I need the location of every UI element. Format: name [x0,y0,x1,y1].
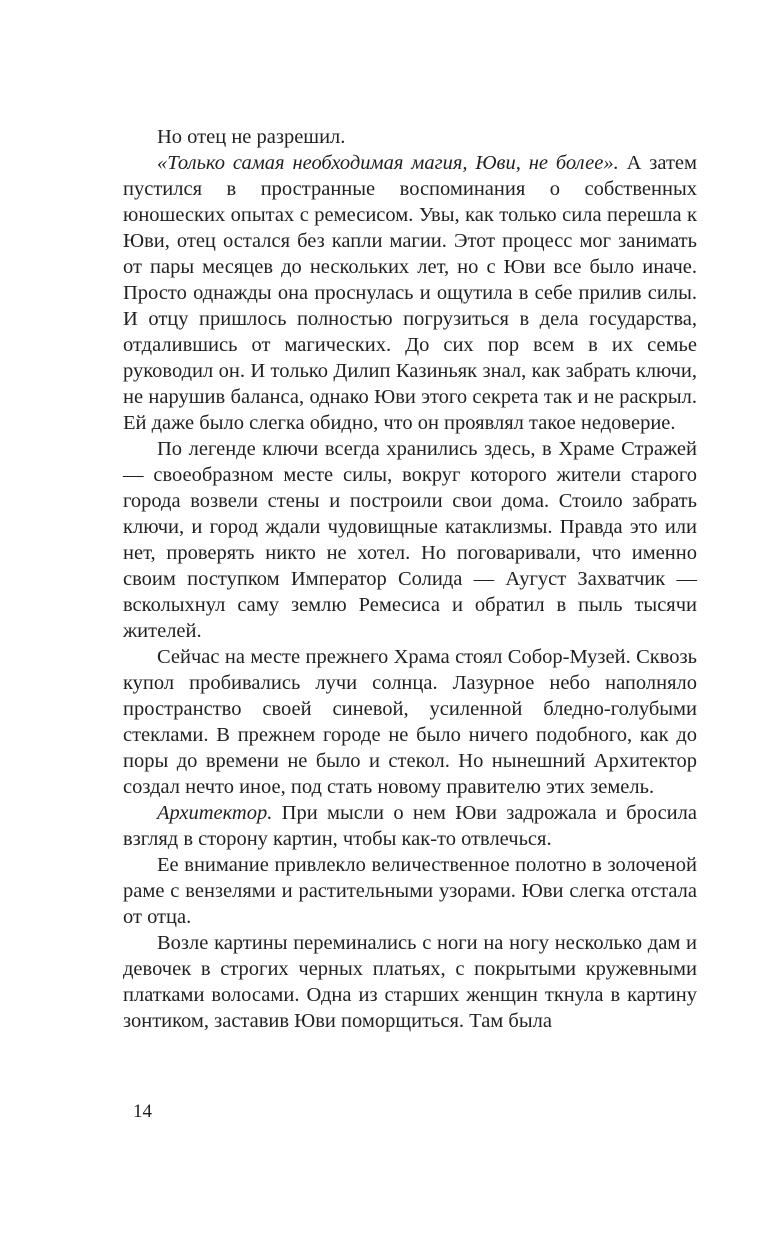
text-run: Сейчас на месте прежнего Храма стоял Собор-Музей. Сквозь купол пробивались лучи солнца. Лазурное небо наполняло пространство своей синевой, усиленной бледно-голубыми стеклами. В прежнем городе не было ничего подобного, как до поры до времени не было и стекол. Но нынешний Архитектор создал нечто иное, под стать новому правителю этих земель. [123,646,697,798]
text-run: При мысли о нем Юви задрожала и бросила взгляд в сторону картин, чтобы как-то отвлечься. [123,802,697,850]
paragraph [123,124,697,150]
text-run: По легенде ключи всегда хранились здесь, в Храме Стражей — своеобразном месте силы, вокруг которого жители старого города возвели стены и построили свои дома. Стоило забрать ключи, и город ждали чудовищные катаклизмы. Правда это или нет, проверять никто не хотел. Но поговаривали, что именно своим поступком Император Солида — Аугуст Захватчик — всколыхнул саму землю Ремесиса и обратил в пыль тысячи жителей. [123,438,697,642]
paragraph [123,800,697,852]
paragraph [123,150,697,436]
text-run: Возле картины переминались с ноги на ногу несколько дам и девочек в строгих черных платьях, с покрытыми кружевными платками волосами. Одна из старших женщин ткнула в картину зонтиком, заставив Юви поморщиться. Там была [123,932,697,1032]
italic-text-run: «Только самая необходимая магия, Юви, не более». [157,152,619,174]
text-run: Но отец не разрешил. [157,126,346,148]
paragraph [123,930,697,1034]
text-run: Ее внимание привлекло величественное полотно в золоченой раме с вензелями и растительными узорами. Юви слегка отстала от отца. [123,854,697,928]
page-number: 14 [133,1101,152,1122]
paragraph [123,852,697,930]
text-block [123,124,697,1034]
text-run: А затем пустился в пространные воспоминания о собственных юношеских опытах с ремесисом. Увы, как только сила перешла к Юви, отец остался без капли магии. Этот процесс мог занимать от пары месяцев до нескольких лет, но с Юви все было иначе. Просто однажды она проснулась и ощутила в себе прилив силы. И отцу пришлось полностью погрузиться в дела государства, отдалившись от магических. До сих пор всем в их семье руководил он. И только Дилип Казиньяк знал, как забрать ключи, не нарушив баланса, однако Юви этого секрета так и не раскрыл. Ей даже было слегка обидно, что он проявлял такое недоверие. [123,152,697,434]
paragraph [123,644,697,800]
italic-text-run: Архитектор. [157,802,273,824]
paragraph [123,436,697,644]
